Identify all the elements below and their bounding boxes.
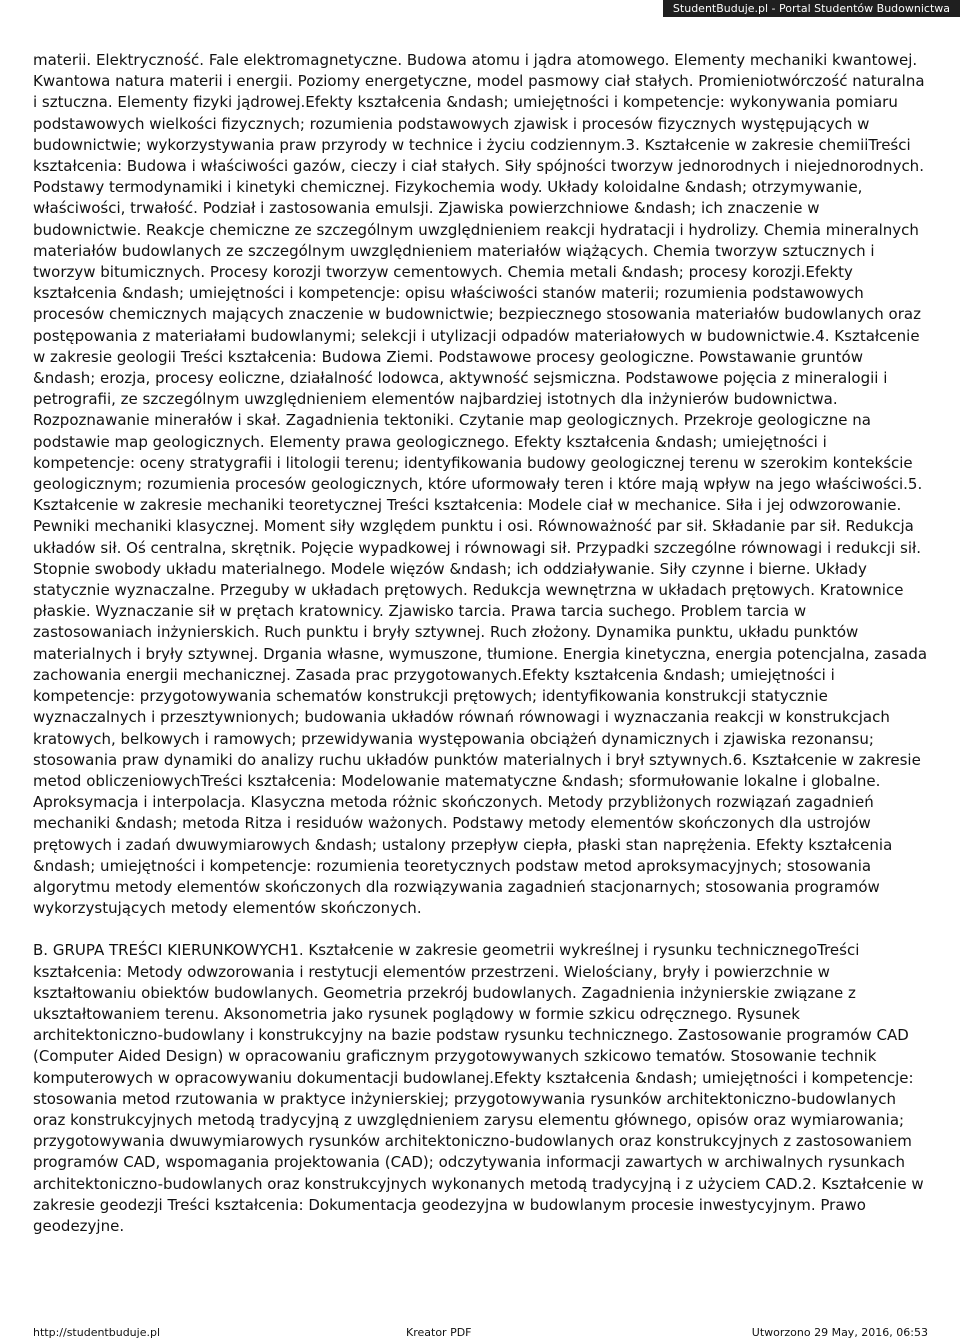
document-body	[33, 50, 928, 1237]
body-paragraph: materii. Elektryczność. Fale elektromagnetyczne. Budowa atomu i jądra atomowego. Elementy mechaniki kwantowej. Kwantowa natura materii i energii. Poziomy energetyczne, model pasmowy ciał stałych. Promieniotwórczość naturalna i sztuczna. Elementy fizyki jądrowej.Efekty kształcenia &ndash; umiejętności i kompetencje: wykonywania pomiaru podstawowych wielkości fizycznych; rozumienia podstawowych zjawisk i procesów fizycznych występujących w budownictwie; wykorzystywania praw przyrody w technice i życiu codziennym.3. Kształcenie w zakresie chemiiTreści kształcenia: Budowa i właściwości gazów, cieczy i ciał stałych. Siły spójności tworzyw jednorodnych i niejednorodnych. Podstawy termodynamiki i kinetyki chemicznej. Fizykochemia wody. Układy koloidalne &ndash; otrzymywanie, właściwości, trwałość. Podział i zastosowania emulsji. Zjawiska powierzchniowe &ndash; ich znaczenie w budownictwie. Reakcje chemiczne ze szczególnym uwzględnieniem reakcji hydratacji i hydrolizy. Chemia mineralnych materiałów budowlanych ze szczególnym uwzględnieniem materiałów wiążących. Chemia tworzyw sztucznych i tworzyw bitumicznych. Procesy korozji tworzyw cementowych. Chemia metali &ndash; procesy korozji.Efekty kształcenia &ndash; umiejętności i kompetencje: opisu właściwości stanów materii; rozumienia podstawowych procesów chemicznych mających znaczenie w budownictwie; bezpiecznego stosowania materiałów budowlanych oraz postępowania z materiałami budowlanymi; selekcji i utylizacji odpadów materiałowych w budownictwie.4. Kształcenie w zakresie geologii Treści kształcenia: Budowa Ziemi. Podstawowe procesy geologiczne. Powstawanie gruntów &ndash; erozja, procesy eoliczne, działalność lodowca, aktywność sejsmiczna. Podstawowe pojęcia z mineralogii i petrografii, ze szczególnym uwzględnieniem elementów najbardziej istotnych dla inżynierów budownictwa. Rozpoznawanie minerałów i skał. Zagadnienia tektoniki. Czytanie map geologicznych. Przekroje geologiczne na podstawie map geologicznych. Elementy prawa geologicznego. Efekty kształcenia &ndash; umiejętności i kompetencje: oceny stratygrafii i litologii terenu; identyfikowania budowy geologicznej terenu w szerokim kontekście geologicznym; rozumienia procesów geologicznych, które uformowały teren i które mają wpływ na jego właściwości.5. Kształcenie w zakresie mechaniki teoretycznej Treści kształcenia: Modele ciał w mechanice. Siła i jej odwzorowanie. Pewniki mechaniki klasycznej. Moment siły względem punktu i osi. Równoważność par sił. Składanie par sił. Redukcja układów sił. Oś centralna, skrętnik. Pojęcie wypadkowej i równowagi sił. Przypadki szczególne równowagi i redukcji sił. Stopnie swobody układu materialnego. Modele więzów &ndash; ich oddziaływanie. Siły czynne i bierne. Układy statycznie wyznaczalne. Przeguby w układach prętowych. Redukcja wewnętrzna w układach prętowych. Kratownice płaskie. Wyznaczanie sił w prętach kratownicy. Zjawisko tarcia. Prawa tarcia suchego. Problem tarcia w zastosowaniach inżynierskich. Ruch punktu i bryły sztywnej. Ruch złożony. Dynamika punktu, układu punktów materialnych i bryły sztywnej. Drgania własne, wymuszone, tłumione. Energia kinetyczna, energia potencjalna, zasada zachowania energii mechanicznej. Zasada prac przygotowanych.Efekty kształcenia &ndash; umiejętności i kompetencje: przygotowywania schematów konstrukcji prętowych; identyfikowania konstrukcji statycznie wyznaczalnych i przesztywnionych; budowania układów równań równowagi i wyznaczania reakcji w konstrukcjach kratowych, belkowych i ramowych; przewidywania występowania obciążeń dynamicznych i zjawiska rezonansu; stosowania praw dynamiki do analizy ruchu układów punktów materialnych i brył sztywnych.6. Kształcenie w zakresie metod obliczeniowychTreści kształcenia: Modelowanie matematyczne &ndash; sformułowanie lokalne i globalne. Aproksymacja i interpolacja. Klasyczna metoda różnic skończonych. Metody przybliżonych rozwiązań zagadnień mechaniki &ndash; metoda Ritza i residuów ważonych. Podstawy metody elementów skończonych dla ustrojów prętowych i zadań dwuwymiarowych &ndash; ustalony przepływ ciepła, płaski stan naprężenia. Efekty kształcenia &ndash; umiejętności i kompetencje: rozumienia teoretycznych podstaw metod aproksymacyjnych; stosowania algorytmu metody elementów skończonych dla rozwiązywania zagadnień stacjonarnych; stosowania programów wykorzystujących metody elementów skończonych.	[33, 51, 928, 918]
site-title: StudentBuduje.pl - Portal Studentów Budownictwa	[663, 0, 960, 17]
page-footer	[33, 1326, 928, 1339]
footer-created-date: Utworzono 29 May, 2016, 06:53	[751, 1326, 928, 1339]
footer-url-link[interactable]: http://studentbuduje.pl	[33, 1326, 161, 1339]
page-header	[0, 0, 960, 18]
footer-generator: Kreator PDF	[406, 1326, 472, 1339]
body-paragraph: B. GRUPA TREŚCI KIERUNKOWYCH1. Kształcenie w zakresie geometrii wykreślnej i rysunku technicznegoTreści kształcenia: Metody odwzorowania i restytucji elementów przestrzeni. Wielościany, bryły i powierzchnie w kształtowaniu obiektów budowlanych. Geometria przekrój budowlanych. Zagadnienia inżynierskie związane z ukształtowaniem terenu. Aksonometria jako rysunek poglądowy w formie szkicu odręcznego. Rysunek architektoniczno-budowlany i konstrukcyjny na bazie podstaw rysunku technicznego. Zastosowanie programów CAD (Computer Aided Design) w opracowaniu graficznym przygotowywanych szkicowo tematów. Stosowanie technik komputerowych w opracowywaniu dokumentacji budowlanej.Efekty kształcenia &ndash; umiejętności i kompetencje: stosowania metod rzutowania w praktyce inżynierskiej; przygotowywania rysunków architektoniczno-budowlanych oraz konstrukcyjnych metodą tradycyjną z uwzględnieniem zarysu elementu głównego, opisów oraz wymiarowania; przygotowywania dwuwymiarowych rysunków architektoniczno-budowlanych oraz konstrukcyjnych z zastosowaniem programów CAD, wspomagania projektowania (CAD); odczytywania informacji zawartych w archiwalnych rysunkach architektoniczno-budowlanych oraz konstrukcyjnych wykonanych metodą tradycyjną i z użyciem CAD.2. Kształcenie w zakresie geodezji Treści kształcenia: Dokumentacja geodezyjna w budowlanym procesie inwestycyjnym. Prawo geodezyjne.	[33, 941, 924, 1235]
